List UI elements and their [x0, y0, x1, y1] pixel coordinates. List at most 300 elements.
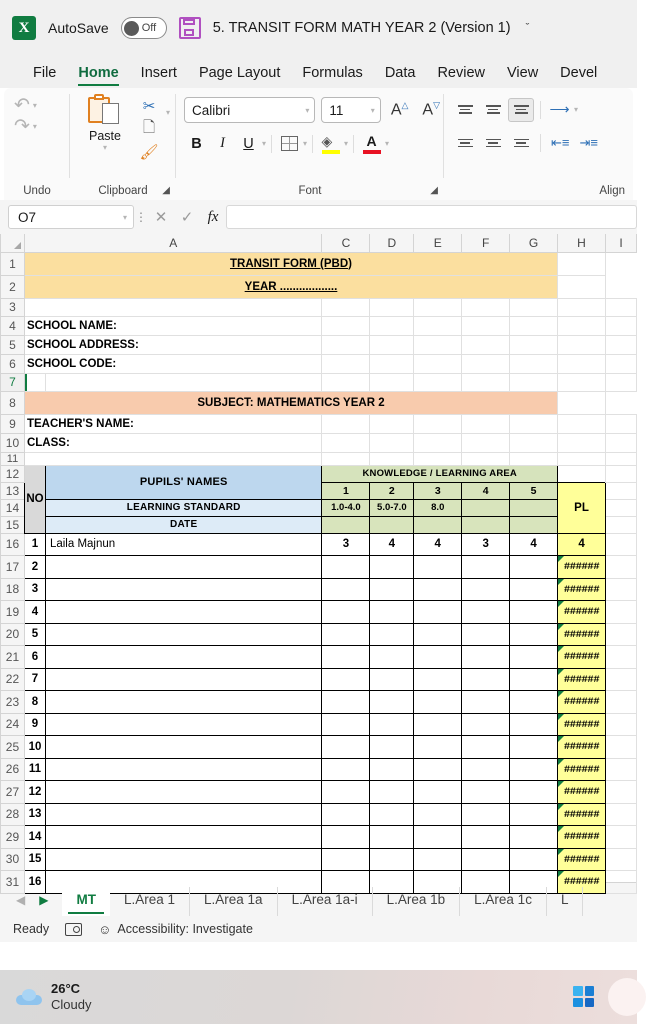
cell-score-5[interactable]: 4	[510, 533, 558, 556]
cell-pl-value[interactable]	[558, 578, 606, 601]
cell-D7[interactable]	[370, 373, 414, 391]
row-header-17[interactable]: 17	[1, 556, 25, 579]
cell-score-5[interactable]	[510, 646, 558, 669]
align-left-button[interactable]	[452, 131, 478, 155]
cell-class-label[interactable]: CLASS:	[24, 433, 321, 452]
row-header-11[interactable]: 11	[1, 452, 25, 465]
accessibility-status[interactable]	[98, 922, 253, 937]
cell-score-2[interactable]	[370, 668, 414, 691]
borders-chevron-down-icon[interactable]: ▾	[303, 139, 308, 148]
th-date-5[interactable]	[510, 516, 558, 533]
cell-pl-value[interactable]: 4	[558, 533, 606, 556]
align-center-button[interactable]	[480, 131, 506, 155]
cell-trailing[interactable]	[606, 713, 637, 736]
cell-I11[interactable]	[606, 452, 637, 465]
cell-score-1[interactable]	[322, 646, 370, 669]
cell-pupil-no[interactable]: 9	[24, 713, 45, 736]
column-header-E[interactable]: E	[414, 234, 462, 252]
row-header-3[interactable]: 3	[1, 298, 25, 316]
cell-G7[interactable]	[510, 373, 558, 391]
cell-score-4[interactable]	[462, 826, 510, 849]
cell-score-1[interactable]	[322, 601, 370, 624]
cell-pl-value[interactable]	[558, 758, 606, 781]
row-header-6[interactable]: 6	[1, 354, 25, 373]
cell-score-1[interactable]: 3	[322, 533, 370, 556]
th-area-2[interactable]: 2	[370, 482, 414, 499]
formula-bar-handle[interactable]: ⋮	[135, 210, 147, 224]
cell-E10[interactable]	[414, 433, 462, 452]
ribbon-tab-data[interactable]: Data	[384, 65, 416, 81]
cell-I3[interactable]	[606, 298, 637, 316]
th-learning-standard[interactable]: LEARNING STANDARD	[45, 499, 321, 516]
row-header-21[interactable]: 21	[1, 646, 25, 669]
cell-score-4[interactable]	[462, 691, 510, 714]
cell-score-4[interactable]	[462, 713, 510, 736]
cell-score-3[interactable]	[414, 601, 462, 624]
cell-B7[interactable]	[45, 373, 321, 391]
cell-score-2[interactable]	[370, 601, 414, 624]
cell-E7[interactable]	[414, 373, 462, 391]
cell-A7-selected[interactable]	[24, 373, 45, 391]
next-sheet-icon[interactable]: ▶	[39, 893, 49, 907]
cell-C5[interactable]	[322, 335, 370, 354]
cell-pupil-no[interactable]: 14	[24, 826, 45, 849]
row-header-31[interactable]: 31	[1, 871, 25, 894]
cell-trailing[interactable]	[606, 533, 637, 556]
cell-pl-value[interactable]	[558, 668, 606, 691]
cell-score-3[interactable]	[414, 646, 462, 669]
row-header-27[interactable]: 27	[1, 781, 25, 804]
cell-I7[interactable]	[606, 373, 637, 391]
cell-score-1[interactable]	[322, 713, 370, 736]
cell-pupil-no[interactable]: 8	[24, 691, 45, 714]
cell-H11[interactable]	[558, 452, 606, 465]
cell-score-3[interactable]	[414, 803, 462, 826]
increase-indent-button[interactable]: ⇥≡	[579, 135, 598, 150]
cell-score-1[interactable]	[322, 736, 370, 759]
row-header-10[interactable]: 10	[1, 433, 25, 452]
row-header-20[interactable]: 20	[1, 623, 25, 646]
ribbon-tab-home[interactable]: Home	[67, 63, 129, 88]
cell-score-2[interactable]	[370, 691, 414, 714]
cell-pupil-no[interactable]: 3	[24, 578, 45, 601]
cell-score-1[interactable]	[322, 758, 370, 781]
column-header-I[interactable]: I	[606, 234, 637, 252]
ribbon-tab-insert[interactable]: Insert	[140, 65, 177, 81]
row-header-5[interactable]: 5	[1, 335, 25, 354]
cell-score-5[interactable]	[510, 578, 558, 601]
font-color-chevron-down-icon[interactable]: ▾	[385, 139, 390, 148]
column-header-A[interactable]: A	[24, 234, 321, 252]
cell-title-line1[interactable]: TRANSIT FORM (PBD)	[24, 252, 557, 275]
row-header-29[interactable]: 29	[1, 826, 25, 849]
row-header-1[interactable]: 1	[1, 252, 25, 275]
sheet-tab-larea-1b[interactable]: L.Area 1b	[373, 887, 461, 916]
cell-score-1[interactable]	[322, 848, 370, 871]
cell-pupil-name[interactable]	[45, 556, 321, 579]
decrease-indent-button[interactable]: ⇤≡	[551, 135, 570, 150]
cell-score-4[interactable]: 3	[462, 533, 510, 556]
cell-F5[interactable]	[462, 335, 510, 354]
cell-trailing[interactable]	[606, 848, 637, 871]
row-header-19[interactable]: 19	[1, 601, 25, 624]
cell-score-3[interactable]: 4	[414, 533, 462, 556]
column-header-G[interactable]: G	[510, 234, 558, 252]
cell-trailing[interactable]	[606, 601, 637, 624]
row-header-12[interactable]: 12	[1, 465, 25, 482]
cell-teacher-name-label[interactable]: TEACHER'S NAME:	[24, 414, 321, 433]
cell-E3[interactable]	[414, 298, 462, 316]
cell-score-4[interactable]	[462, 578, 510, 601]
ribbon-tab-page-layout[interactable]: Page Layout	[198, 65, 281, 81]
cell-D11[interactable]	[370, 452, 414, 465]
cell-score-3[interactable]	[414, 826, 462, 849]
select-all-corner[interactable]	[1, 234, 25, 252]
sheet-tab-larea-1a-i[interactable]: L.Area 1a-i	[278, 887, 373, 916]
font-size-select[interactable]	[321, 97, 380, 123]
cell-I12[interactable]	[606, 465, 637, 482]
th-area-4[interactable]: 4	[462, 482, 510, 499]
spreadsheet-grid[interactable]	[0, 234, 637, 889]
cell-school-address-label[interactable]: SCHOOL ADDRESS:	[24, 335, 321, 354]
cell-title-line2[interactable]: YEAR ..................	[24, 275, 557, 298]
enter-formula-button[interactable]: ✓	[180, 209, 194, 226]
align-right-button[interactable]	[508, 131, 534, 155]
wrap-text-button[interactable]	[547, 97, 572, 122]
cell-I8[interactable]	[558, 391, 606, 414]
cell-trailing[interactable]	[606, 578, 637, 601]
cell-score-5[interactable]	[510, 803, 558, 826]
cell-pupil-no[interactable]: 4	[24, 601, 45, 624]
row-header-16[interactable]: 16	[1, 533, 25, 556]
th-standard-1[interactable]: 1.0-4.0	[322, 499, 370, 516]
row-header-7[interactable]: 7	[1, 373, 25, 391]
cell-I1[interactable]	[558, 252, 606, 275]
cell-score-1[interactable]	[322, 803, 370, 826]
cell-pupil-no[interactable]: 1	[24, 533, 45, 556]
fill-color-chevron-down-icon[interactable]: ▾	[344, 139, 349, 148]
row-header-9[interactable]: 9	[1, 414, 25, 433]
cell-I4[interactable]	[606, 316, 637, 335]
font-name-select[interactable]	[184, 97, 315, 123]
cell-trailing[interactable]	[606, 623, 637, 646]
cell-G3[interactable]	[510, 298, 558, 316]
cell-trailing[interactable]	[606, 646, 637, 669]
cell-I6[interactable]	[606, 354, 637, 373]
title-chevron-down-icon[interactable]: ˇ	[525, 22, 530, 34]
cell-C4[interactable]	[322, 316, 370, 335]
row-header-25[interactable]: 25	[1, 736, 25, 759]
font-color-button[interactable]	[359, 131, 384, 156]
row-header-18[interactable]: 18	[1, 578, 25, 601]
cell-pl-value[interactable]	[558, 713, 606, 736]
cell-trailing[interactable]	[606, 781, 637, 804]
underline-chevron-down-icon[interactable]: ▾	[262, 139, 267, 148]
row-header-13[interactable]: 13	[1, 482, 25, 499]
cell-pl-value[interactable]	[558, 601, 606, 624]
cell-pupil-no[interactable]: 16	[24, 871, 45, 894]
cell-trailing[interactable]	[606, 758, 637, 781]
cell-pupil-no[interactable]: 12	[24, 781, 45, 804]
cell-H5[interactable]	[558, 335, 606, 354]
cell-score-4[interactable]	[462, 848, 510, 871]
cell-H3[interactable]	[558, 298, 606, 316]
formula-input[interactable]	[226, 205, 637, 229]
row-header-2[interactable]: 2	[1, 275, 25, 298]
cell-score-3[interactable]	[414, 781, 462, 804]
italic-button[interactable]: I	[220, 135, 225, 151]
taskbar-app-icon[interactable]	[608, 978, 646, 1016]
cell-pl-value[interactable]	[558, 646, 606, 669]
autosave-toggle[interactable]	[121, 17, 167, 39]
sheet-tab-larea-next[interactable]: L	[547, 887, 584, 916]
cell-score-5[interactable]	[510, 713, 558, 736]
clipboard-chevron-down-icon[interactable]: ▾	[166, 108, 171, 117]
cell-I5[interactable]	[606, 335, 637, 354]
paste-button[interactable]	[78, 94, 132, 162]
cell-H12[interactable]	[558, 465, 606, 482]
cell-F10[interactable]	[462, 433, 510, 452]
row-header-26[interactable]: 26	[1, 758, 25, 781]
ribbon-tab-formulas[interactable]: Formulas	[302, 65, 363, 81]
cell-B11[interactable]	[24, 452, 321, 465]
cell-score-5[interactable]	[510, 848, 558, 871]
cell-score-3[interactable]	[414, 623, 462, 646]
cell-score-4[interactable]	[462, 601, 510, 624]
column-header-H[interactable]: H	[558, 234, 606, 252]
name-box[interactable]	[8, 205, 134, 229]
align-top-button[interactable]	[452, 98, 478, 122]
cell-G4[interactable]	[510, 316, 558, 335]
cell-score-3[interactable]	[414, 848, 462, 871]
row-header-28[interactable]: 28	[1, 803, 25, 826]
th-area-3[interactable]: 3	[414, 482, 462, 499]
cell-pupil-name[interactable]	[45, 623, 321, 646]
cell-trailing[interactable]	[606, 556, 637, 579]
cell-school-code-label[interactable]: SCHOOL CODE:	[24, 354, 321, 373]
cell-score-5[interactable]	[510, 736, 558, 759]
cell-E6[interactable]	[414, 354, 462, 373]
cell-E9[interactable]	[414, 414, 462, 433]
cell-pupil-name[interactable]	[45, 781, 321, 804]
cell-score-4[interactable]	[462, 758, 510, 781]
cell-score-1[interactable]	[322, 578, 370, 601]
cell-D10[interactable]	[370, 433, 414, 452]
cell-pupil-name[interactable]	[45, 646, 321, 669]
cell-pupil-no[interactable]: 6	[24, 646, 45, 669]
cell-score-2[interactable]	[370, 623, 414, 646]
th-no[interactable]: NO	[24, 465, 45, 533]
cell-pupil-name[interactable]	[45, 803, 321, 826]
cancel-formula-button[interactable]: ✕	[154, 209, 168, 226]
cell-trailing[interactable]	[606, 871, 637, 894]
cell-pupil-name[interactable]	[45, 848, 321, 871]
cell-score-4[interactable]	[462, 803, 510, 826]
cell-F4[interactable]	[462, 316, 510, 335]
fill-color-button[interactable]	[318, 131, 343, 156]
cell-C11[interactable]	[322, 452, 370, 465]
cell-I9[interactable]	[606, 414, 637, 433]
row-header-15[interactable]: 15	[1, 516, 25, 533]
redo-chevron-down-icon[interactable]: ▾	[32, 122, 37, 131]
undo-chevron-down-icon[interactable]: ▾	[32, 101, 37, 110]
wrap-text-chevron-down-icon[interactable]: ▾	[574, 105, 579, 114]
cell-score-4[interactable]	[462, 736, 510, 759]
row-header-24[interactable]: 24	[1, 713, 25, 736]
format-painter-button[interactable]	[136, 142, 162, 162]
cell-I14[interactable]	[606, 499, 637, 516]
cell-pupil-name[interactable]	[45, 736, 321, 759]
cell-score-3[interactable]	[414, 691, 462, 714]
cell-F7[interactable]	[462, 373, 510, 391]
cell-pl-value[interactable]	[558, 736, 606, 759]
cell-score-2[interactable]	[370, 736, 414, 759]
cell-pupil-name[interactable]	[45, 691, 321, 714]
cell-score-4[interactable]	[462, 646, 510, 669]
cell-H6[interactable]	[558, 354, 606, 373]
cell-F6[interactable]	[462, 354, 510, 373]
weather-widget[interactable]	[0, 981, 91, 1014]
cell-pupil-name[interactable]	[45, 826, 321, 849]
font-dialog-launcher-icon[interactable]: ◢	[430, 185, 438, 196]
undo-button[interactable]	[14, 96, 70, 115]
th-pupils-names[interactable]: PUPILS' NAMES	[45, 465, 321, 499]
cell-trailing[interactable]	[606, 668, 637, 691]
th-area-1[interactable]: 1	[322, 482, 370, 499]
copy-button[interactable]	[136, 119, 162, 139]
row-header-8[interactable]: 8	[1, 391, 25, 414]
cell-pl-value[interactable]	[558, 781, 606, 804]
cell-pupil-name[interactable]	[45, 713, 321, 736]
cell-score-5[interactable]	[510, 691, 558, 714]
cell-score-4[interactable]	[462, 556, 510, 579]
cell-C9[interactable]	[322, 414, 370, 433]
cell-score-4[interactable]	[462, 623, 510, 646]
cell-E5[interactable]	[414, 335, 462, 354]
document-title[interactable]: 5. TRANSIT FORM MATH YEAR 2 (Version 1)	[212, 20, 511, 36]
cell-score-5[interactable]	[510, 668, 558, 691]
ribbon-tab-review[interactable]: Review	[437, 65, 485, 81]
cell-score-3[interactable]	[414, 578, 462, 601]
ribbon-tab-file[interactable]: File	[33, 65, 57, 81]
cell-H9[interactable]	[558, 414, 606, 433]
th-standard-5[interactable]	[510, 499, 558, 516]
cell-G5[interactable]	[510, 335, 558, 354]
row-header-23[interactable]: 23	[1, 691, 25, 714]
cell-score-5[interactable]	[510, 826, 558, 849]
cell-score-4[interactable]	[462, 668, 510, 691]
row-header-30[interactable]: 30	[1, 848, 25, 871]
cell-D9[interactable]	[370, 414, 414, 433]
redo-button[interactable]	[14, 117, 70, 136]
align-middle-button[interactable]	[480, 98, 506, 122]
th-date-3[interactable]	[414, 516, 462, 533]
cell-pl-value[interactable]	[558, 826, 606, 849]
cut-button[interactable]	[136, 96, 162, 116]
increase-font-size-button[interactable]: A△	[390, 100, 409, 119]
cell-H10[interactable]	[558, 433, 606, 452]
cell-F3[interactable]	[462, 298, 510, 316]
bold-button[interactable]: B	[191, 135, 202, 152]
cell-score-5[interactable]	[510, 601, 558, 624]
cell-score-5[interactable]	[510, 781, 558, 804]
cell-H4[interactable]	[558, 316, 606, 335]
cell-I10[interactable]	[606, 433, 637, 452]
cell-pupil-no[interactable]: 7	[24, 668, 45, 691]
th-knowledge-area[interactable]: KNOWLEDGE / LEARNING AREA	[322, 465, 558, 482]
cell-pupil-no[interactable]: 5	[24, 623, 45, 646]
windows-start-icon[interactable]	[573, 986, 594, 1007]
cell-score-2[interactable]	[370, 758, 414, 781]
insert-function-button[interactable]: fx	[207, 208, 219, 225]
cell-score-4[interactable]	[462, 781, 510, 804]
cell-score-1[interactable]	[322, 781, 370, 804]
cell-G10[interactable]	[510, 433, 558, 452]
cell-C7[interactable]	[322, 373, 370, 391]
clipboard-dialog-launcher-icon[interactable]: ◢	[162, 185, 170, 196]
cell-score-2[interactable]	[370, 646, 414, 669]
cell-score-3[interactable]	[414, 758, 462, 781]
cell-pl-value[interactable]	[558, 556, 606, 579]
cell-score-2[interactable]	[370, 556, 414, 579]
cell-D4[interactable]	[370, 316, 414, 335]
cell-F9[interactable]	[462, 414, 510, 433]
cell-trailing[interactable]	[606, 736, 637, 759]
cell-pupil-no[interactable]: 11	[24, 758, 45, 781]
cell-score-3[interactable]	[414, 668, 462, 691]
cell-B3[interactable]	[24, 298, 321, 316]
cell-pupil-name[interactable]	[45, 758, 321, 781]
cell-subject-title[interactable]: SUBJECT: MATHEMATICS YEAR 2	[24, 391, 557, 414]
cell-score-5[interactable]	[510, 623, 558, 646]
cell-C6[interactable]	[322, 354, 370, 373]
cell-pl-value[interactable]	[558, 691, 606, 714]
cell-H7[interactable]	[558, 373, 606, 391]
underline-button[interactable]: U	[243, 135, 254, 152]
cell-I15[interactable]	[606, 516, 637, 533]
cell-score-2[interactable]	[370, 713, 414, 736]
cell-C10[interactable]	[322, 433, 370, 452]
th-area-5[interactable]: 5	[510, 482, 558, 499]
cell-D6[interactable]	[370, 354, 414, 373]
th-pl[interactable]: PL	[558, 482, 606, 533]
sheet-tab-larea-1a[interactable]: L.Area 1a	[190, 887, 278, 916]
cell-score-2[interactable]	[370, 826, 414, 849]
paste-chevron-down-icon[interactable]: ▾	[102, 143, 107, 152]
cell-score-5[interactable]	[510, 758, 558, 781]
prev-sheet-icon[interactable]: ◀	[16, 893, 26, 907]
cell-score-3[interactable]	[414, 736, 462, 759]
sheet-tab-larea-1c[interactable]: L.Area 1c	[460, 887, 547, 916]
cell-pl-value[interactable]	[558, 848, 606, 871]
column-header-F[interactable]: F	[462, 234, 510, 252]
cell-G11[interactable]	[510, 452, 558, 465]
cell-E4[interactable]	[414, 316, 462, 335]
cell-score-1[interactable]	[322, 691, 370, 714]
cell-I13[interactable]	[606, 482, 637, 499]
save-icon[interactable]	[179, 17, 201, 39]
column-header-D[interactable]: D	[370, 234, 414, 252]
cell-score-1[interactable]	[322, 668, 370, 691]
cell-pupil-no[interactable]: 13	[24, 803, 45, 826]
cell-score-1[interactable]	[322, 623, 370, 646]
cell-pupil-name[interactable]	[45, 578, 321, 601]
th-standard-3[interactable]: 8.0	[414, 499, 462, 516]
cell-score-3[interactable]	[414, 713, 462, 736]
th-date-2[interactable]	[370, 516, 414, 533]
sheet-tab-larea-1[interactable]: L.Area 1	[110, 887, 190, 916]
cell-F11[interactable]	[462, 452, 510, 465]
